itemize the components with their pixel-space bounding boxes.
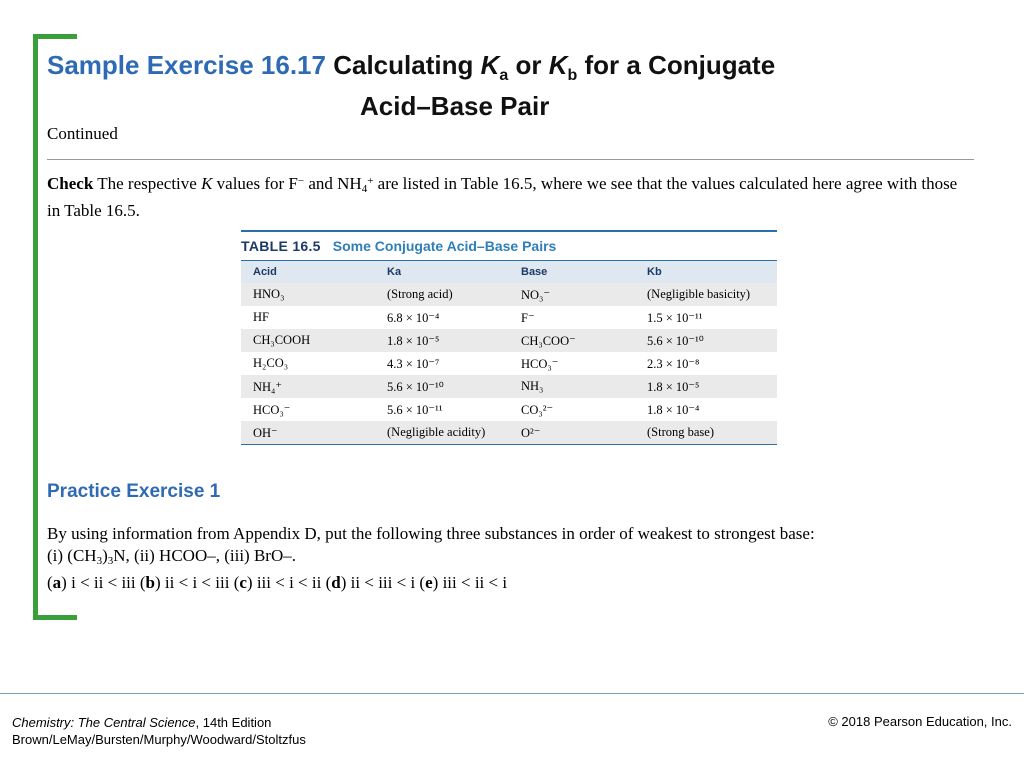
cell: CO₃²⁻ — [521, 402, 554, 417]
cell: 5.6 × 10⁻¹⁰ — [647, 333, 704, 348]
footer-citation — [12, 714, 306, 748]
title-line2: Acid–Base Pair — [360, 91, 550, 122]
check-paragraph: Check The respective K values for F− and $NH_4^+$ are listed in Table 16.5, where we see that the values calculated here agree with those in Table 16.5. — [47, 174, 958, 220]
cell: NH₄⁺ — [253, 379, 283, 394]
cell: 1.5 × 10⁻¹¹ — [647, 310, 703, 325]
cell: (Negligible basicity) — [647, 287, 751, 301]
exercise-number: Sample Exercise 16.17 — [47, 50, 326, 80]
practice-question — [47, 523, 987, 594]
footer-divider — [0, 693, 1024, 694]
cell: (Strong base) — [647, 425, 714, 439]
table-number: TABLE 16.5 — [241, 238, 321, 254]
table-row — [241, 398, 777, 421]
cell: 1.8 × 10⁻⁴ — [647, 402, 700, 417]
cell: CH₃COO⁻ — [521, 333, 576, 348]
cell: F⁻ — [521, 310, 535, 325]
answer-choice-b: (b) ii < i < iii — [139, 573, 234, 592]
divider — [47, 159, 974, 160]
cell: 6.8 × 10⁻⁴ — [387, 310, 440, 325]
conjugate-pairs-table — [241, 230, 777, 445]
col-header-kb: Kb — [647, 266, 662, 278]
edition: , 14th Edition — [195, 715, 272, 730]
cell: 1.8 × 10⁻⁵ — [647, 379, 700, 394]
cell: CH₃COOH — [253, 333, 311, 347]
table-caption — [241, 232, 777, 260]
title-text: Calculating $K_a$ or $K_b$ for a Conjugate — [333, 50, 776, 85]
answer-choice-e: (e) iii < ii < i — [419, 573, 508, 592]
cell: 2.3 × 10⁻⁸ — [647, 356, 700, 371]
book-title: Chemistry: The Central Science — [12, 715, 196, 730]
cell: 1.8 × 10⁻⁵ — [387, 333, 440, 348]
practice-exercise-heading: Practice Exercise 1 — [47, 481, 221, 502]
cell: HF — [253, 310, 269, 324]
cell: O²⁻ — [521, 425, 541, 440]
table-row — [241, 375, 777, 398]
cell: H₂CO₃ — [253, 356, 289, 370]
table-header-row — [241, 260, 777, 283]
question-text: By using information from Appendix D, put the following three substances in order of weakest to strongest base: — [47, 524, 815, 543]
cell: HCO₃⁻ — [253, 402, 291, 417]
cell: (Strong acid) — [387, 287, 453, 301]
col-header-base: Base — [521, 266, 548, 278]
col-header-acid: Acid — [253, 266, 277, 278]
cell: HNO₃ — [253, 287, 285, 301]
substances-list: (i) $(CH_3)_3N$, (ii) HCOO–, (iii) BrO–. — [47, 546, 296, 567]
answer-choice-c: (c) iii < i < ii — [233, 573, 326, 592]
cell: NH₃ — [521, 379, 544, 393]
answer-choice-a: (a) i < ii < iii — [47, 573, 140, 592]
cell: 4.3 × 10⁻⁷ — [387, 356, 440, 371]
table-row — [241, 306, 777, 329]
continued-label: Continued — [47, 124, 118, 143]
answer-choices — [47, 572, 987, 594]
cell: 5.6 × 10⁻¹¹ — [387, 402, 443, 417]
col-header-ka: Ka — [387, 266, 402, 278]
table-row — [241, 421, 777, 444]
cell: OH⁻ — [253, 425, 278, 440]
cell: (Negligible acidity) — [387, 425, 486, 439]
table-row — [241, 283, 777, 306]
slide-title — [47, 50, 775, 121]
cell: 5.6 × 10⁻¹⁰ — [387, 379, 444, 394]
table-row — [241, 352, 777, 375]
cell: HCO₃⁻ — [521, 356, 559, 371]
answer-choice-d: (d) ii < iii < i — [325, 573, 420, 592]
cell: NO₃⁻ — [521, 287, 551, 302]
copyright: © 2018 Pearson Education, Inc. — [828, 714, 1012, 729]
table-name: Some Conjugate Acid–Base Pairs — [332, 238, 557, 254]
authors: Brown/LeMay/Bursten/Murphy/Woodward/Stoltzfus — [12, 732, 306, 747]
table-row — [241, 329, 777, 352]
